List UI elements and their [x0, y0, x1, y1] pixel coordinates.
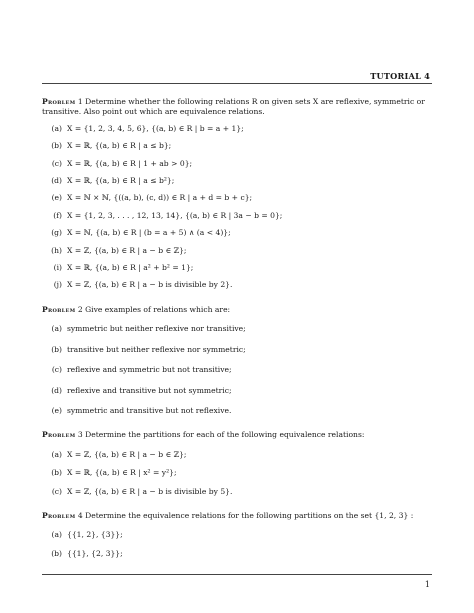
- problem-item-list: [42, 324, 434, 416]
- item-marker: (j): [53, 280, 62, 290]
- item-marker: (a): [51, 530, 62, 540]
- item-text: X = ℤ, {(a, b) ∈ R | a − b ∈ ℤ};: [67, 245, 187, 255]
- item-text: X = ℕ, {(a, b) ∈ R | (b = a + 5) ∧ (a < 4)};: [67, 228, 231, 238]
- problem-label: Problem: [42, 97, 76, 106]
- item-marker: (b): [51, 141, 62, 151]
- list-item: [42, 324, 434, 334]
- item-marker: (g): [51, 228, 62, 238]
- item-marker: (b): [51, 344, 62, 354]
- item-marker: (d): [51, 176, 62, 186]
- item-text: X = {1, 2, 3, . . . , 12, 13, 14}, {(a, b) ∈ R | 3a − b = 0};: [67, 210, 283, 220]
- item-text: reflexive and symmetric but not transitive;: [67, 365, 232, 375]
- item-marker: (a): [51, 123, 62, 133]
- problem-statement: [42, 97, 434, 118]
- problem-intro: Determine the equivalence relations for the following partitions on the set {1, 2, 3} :: [85, 510, 414, 520]
- item-text: X = ℝ, {(a, b) ∈ R | a ≤ b};: [67, 141, 172, 151]
- problem-3: [42, 430, 434, 497]
- problem-label: Problem: [42, 510, 76, 520]
- list-item: [42, 159, 434, 169]
- item-marker: (a): [51, 449, 62, 459]
- problem-item-list: [42, 530, 434, 559]
- item-marker: (h): [51, 245, 62, 255]
- list-item: [42, 386, 434, 396]
- problem-statement: [42, 305, 434, 315]
- problem-2: [42, 305, 434, 416]
- item-text: X = {1, 2, 3, 4, 5, 6}, {(a, b) ∈ R | b = a + 1};: [67, 123, 244, 133]
- list-item: [42, 468, 434, 478]
- item-text: X = ℝ, {(a, b) ∈ R | a² + b² = 1};: [67, 263, 194, 273]
- list-item: [42, 246, 434, 256]
- problem-number: 4: [77, 510, 83, 520]
- item-marker: (c): [51, 158, 62, 168]
- problem-intro: Determine the partitions for each of the following equivalence relations:: [85, 430, 365, 440]
- list-item: [42, 280, 434, 290]
- list-item: [42, 228, 434, 238]
- problem-item-list: [42, 450, 434, 497]
- list-item: [42, 530, 434, 540]
- problem-number: 2: [77, 304, 83, 314]
- item-text: X = ℕ × ℕ, {((a, b), (c, d)) ∈ R | a + d = b + c};: [67, 193, 253, 203]
- list-item: [42, 263, 434, 273]
- problem-intro: Determine whether the following relations R on given sets X are reflexive, symmetric or transitive. Also point out which are equivalence relations.: [42, 97, 425, 117]
- item-marker: (c): [51, 486, 62, 496]
- list-item: [42, 124, 434, 134]
- item-text: X = ℝ, {(a, b) ∈ R | a ≤ b²};: [67, 176, 175, 186]
- problem-1: [42, 97, 434, 291]
- item-text: {{1}, {2, 3}};: [67, 548, 123, 558]
- problem-label: Problem: [42, 430, 76, 440]
- list-item: [42, 176, 434, 186]
- item-text: symmetric and transitive but not reflexive.: [67, 405, 232, 415]
- tutorial-content: [42, 97, 434, 559]
- problem-item-list: [42, 124, 434, 291]
- item-text: {{1, 2}, {3}};: [67, 530, 123, 540]
- item-text: symmetric but neither reflexive nor transitive;: [67, 324, 246, 334]
- item-marker: (f): [53, 210, 62, 220]
- problem-intro: Give examples of relations which are:: [85, 304, 231, 314]
- list-item: [42, 549, 434, 559]
- item-marker: (e): [51, 405, 62, 415]
- problem-4: [42, 511, 434, 559]
- item-marker: (c): [51, 365, 62, 375]
- item-text: reflexive and transitive but not symmetric;: [67, 385, 232, 395]
- list-item: [42, 487, 434, 497]
- problem-statement: [42, 511, 434, 521]
- list-item: [42, 406, 434, 416]
- item-text: transitive but neither reflexive nor symmetric;: [67, 344, 246, 354]
- list-item: [42, 345, 434, 355]
- header-rule: [42, 83, 432, 84]
- page-header-title: TUTORIAL 4: [370, 71, 430, 81]
- problem-number: 1: [77, 97, 83, 106]
- item-marker: (a): [51, 324, 62, 334]
- problem-label: Problem: [42, 304, 76, 314]
- list-item: [42, 365, 434, 375]
- item-marker: (i): [53, 263, 62, 273]
- page-number: 1: [424, 580, 430, 589]
- problem-statement: [42, 430, 434, 440]
- item-marker: (b): [51, 468, 62, 478]
- list-item: [42, 193, 434, 203]
- problem-number: 3: [77, 430, 83, 440]
- item-text: X = ℝ, {(a, b) ∈ R | 1 + ab > 0};: [67, 158, 193, 168]
- item-text: X = ℤ, {(a, b) ∈ R | a − b ∈ ℤ};: [67, 449, 187, 459]
- item-text: X = ℤ, {(a, b) ∈ R | a − b is divisible by 2}.: [67, 280, 233, 290]
- list-item: [42, 141, 434, 151]
- item-marker: (d): [51, 385, 62, 395]
- item-marker: (b): [51, 548, 62, 558]
- item-text: X = ℤ, {(a, b) ∈ R | a − b is divisible by 5}.: [67, 486, 233, 496]
- item-marker: (e): [51, 193, 62, 203]
- item-text: X = ℝ, {(a, b) ∈ R | x² = y²};: [67, 468, 177, 478]
- footer-rule: [42, 574, 432, 575]
- list-item: [42, 211, 434, 221]
- list-item: [42, 450, 434, 460]
